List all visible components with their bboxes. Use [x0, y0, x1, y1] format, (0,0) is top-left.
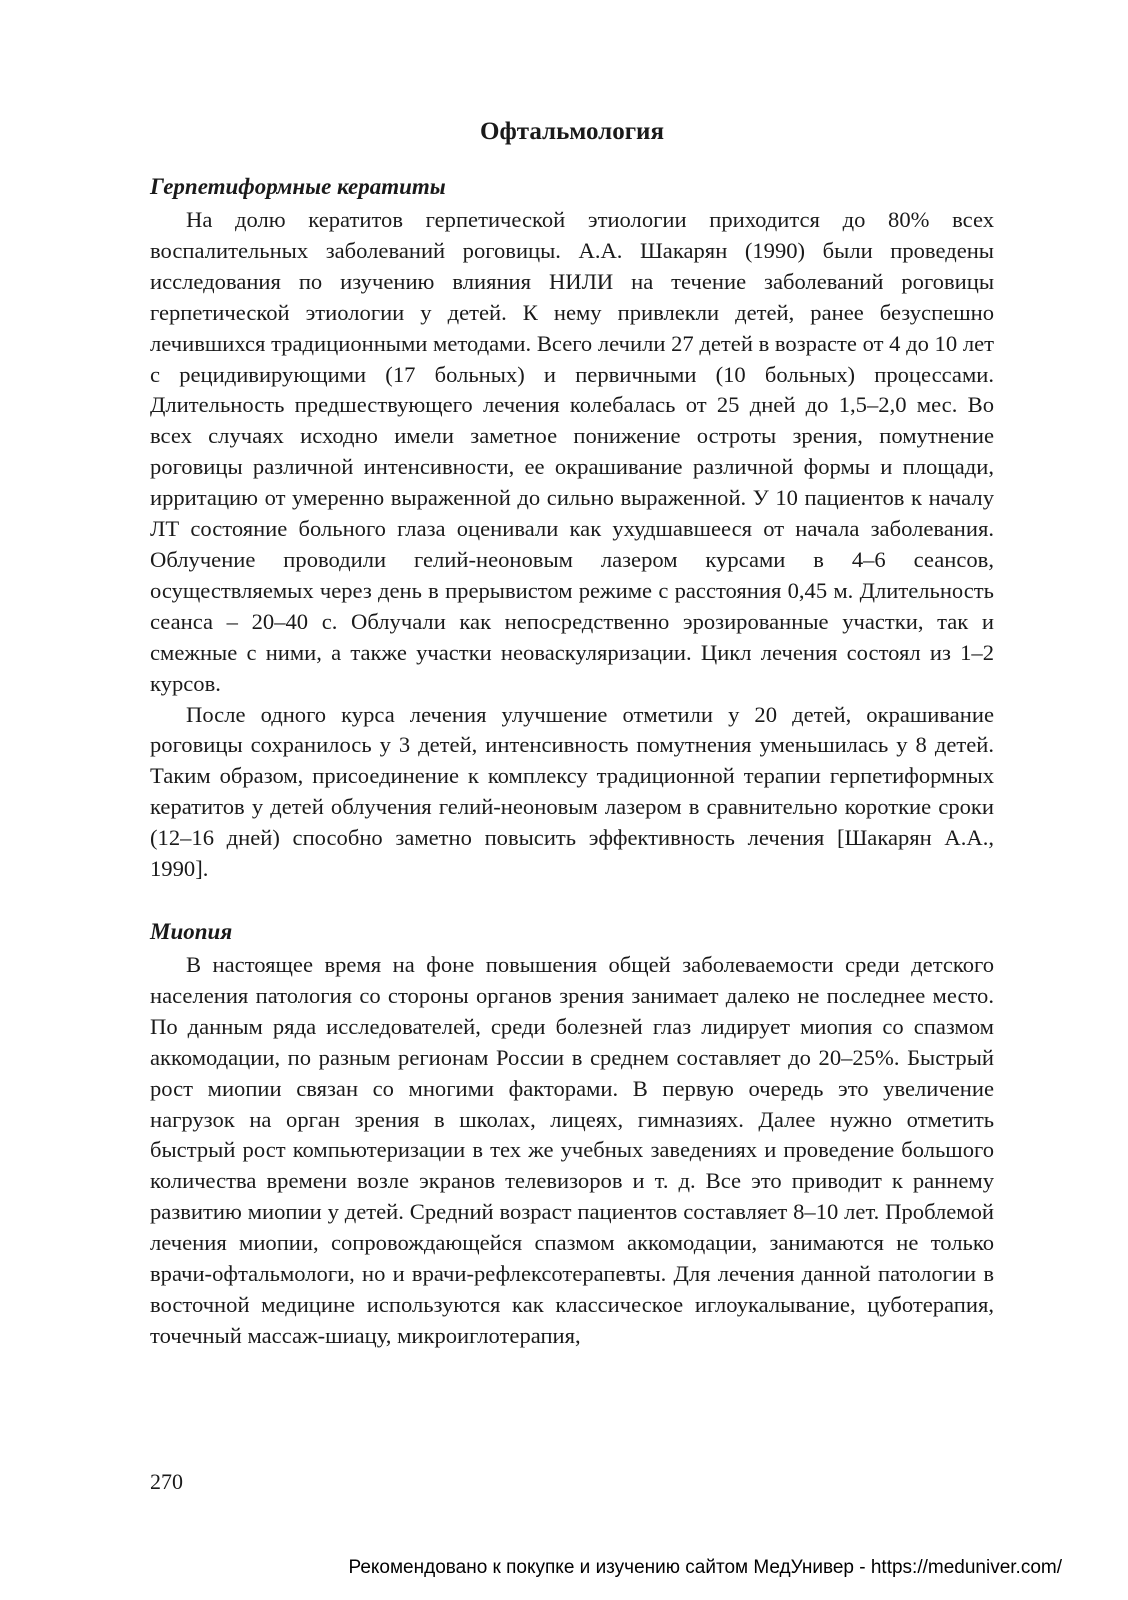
section-myopia	[150, 916, 994, 1352]
section-heading: Миопия	[150, 919, 233, 944]
paragraph: На долю кератитов герпетической этиологии приходится до 80% всех воспалительных заболеваний роговицы. А.А. Шакарян (1990) были проведены исследования по изучению влияния НИЛИ на течение заболеваний роговицы герпетической этиологии у детей. К нему привлекли детей, ранее безуспешно лечившихся традиционными методами. Всего лечили 27 детей в возрасте от 4 до 10 лет с рецидивирующими (17 больных) и первичными (10 больных) процессами. Длительность предшествующего лечения колебалась от 25 дней до 1,5–2,0 мес. Во всех случаях исходно имели заметное понижение остроты зрения, помутнение роговицы различной интенсивности, ее окрашивание различной формы и площади, ирритацию от умеренно выраженной до сильно выраженной. У 10 пациентов к началу ЛТ состояние больного глаза оценивали как ухудшавшееся от начала заболевания. Облучение проводили гелий-неоновым лазером курсами в 4–6 сеансов, осуществляемых через день в прерывистом режиме с расстояния 0,45 м. Длительность сеанса – 20–40 с. Облучали как непосредственно эрозированные участки, так и смежные с ними, а также участки неоваскуляризации. Цикл лечения состоял из 1–2 курсов.	[150, 207, 994, 696]
footer-recommendation: Рекомендовано к покупке и изучению сайтом МедУнивер - https://meduniver.com/	[348, 1557, 1062, 1578]
page-number: 270	[150, 1469, 183, 1494]
section-herpetiform-keratitis	[150, 171, 994, 885]
document-page	[150, 0, 994, 1600]
paragraph: В настоящее время на фоне повышения общей заболеваемости среди детского населения патология со стороны органов зрения занимает далеко не последнее место. По данным ряда исследователей, среди болезней глаз лидирует миопия со спазмом аккомодации, по разным регионам России в среднем составляет до 20–25%. Быстрый рост миопии связан со многими факторами. В первую очередь это увеличение нагрузок на орган зрения в школах, лицеях, гимназиях. Далее нужно отметить быстрый рост компьютеризации в тех же учебных заведениях и проведение большого количества времени возле экранов телевизоров и т. д. Все это приводит к раннему развитию миопии у детей. Средний возраст пациентов составляет 8–10 лет. Проблемой лечения миопии, сопровождающейся спазмом аккомодации, занимаются не только врачи-офтальмологи, но и врачи-рефлексотерапевты. Для лечения данной патологии в восточной медицине используются как классическое иглоукалывание, цуботерапия, точечный массаж-шиацу, микроиглотерапия,	[150, 952, 994, 1348]
chapter-title: Офтальмология	[480, 118, 664, 145]
paragraph: После одного курса лечения улучшение отметили у 20 детей, окрашивание роговицы сохранилось у 3 детей, интенсивность помутнения уменьшилась у 8 детей. Таким образом, присоединение к комплексу традиционной терапии герпетиформных кератитов у детей облучения гелий-неоновым лазером в сравнительно короткие сроки (12–16 дней) способно заметно повысить эффективность лечения [Шакарян А.А., 1990].	[150, 701, 994, 882]
section-heading: Герпетиформные кератиты	[150, 174, 446, 199]
